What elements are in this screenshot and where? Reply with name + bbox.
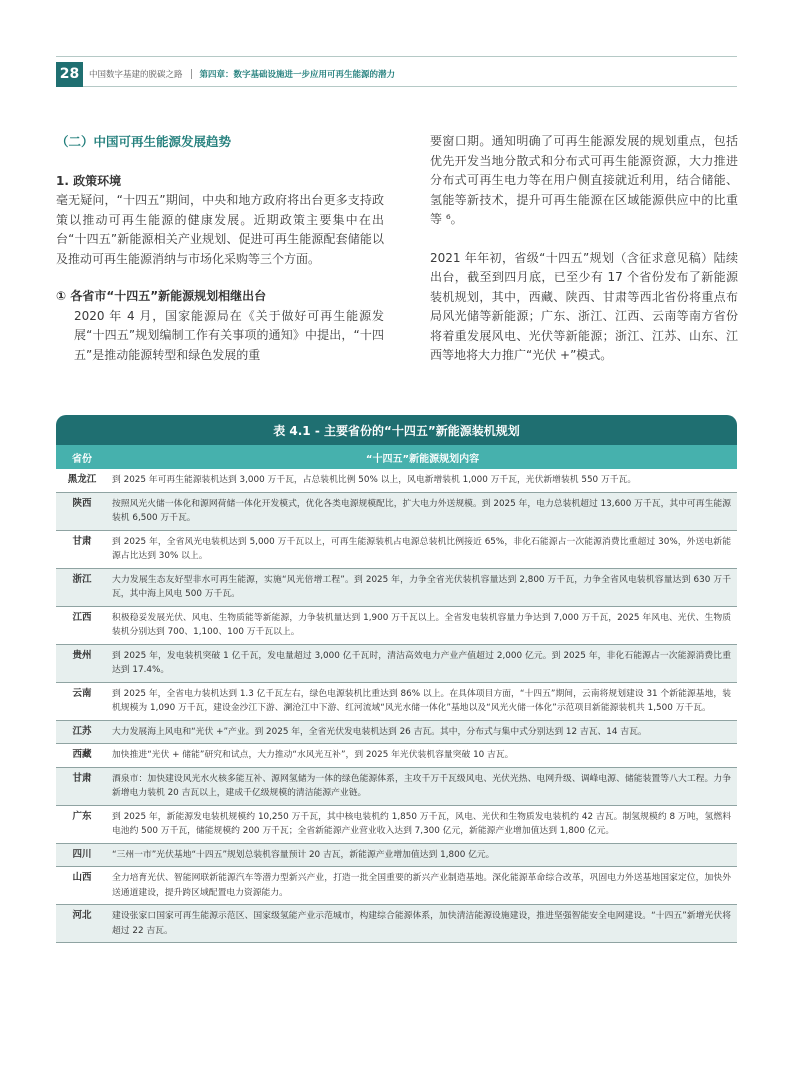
table-row — [56, 806, 737, 844]
plan-content-cell: 到 2025 年，发电装机突破 1 亿千瓦，发电量超过 3,000 亿千瓦时，清洁高效电力产业产值超过 2,000 亿元。到 2025 年，非化石能源占一次能源消费比重达到 17.4%。 — [112, 650, 731, 675]
table-row — [56, 683, 737, 721]
plan-content-cell: 到 2025 年，全省电力装机达到 1.3 亿千瓦左右，绿色电源装机比重达到 86% 以上。在具体项目方面，“十四五”期间，云南将规划建设 31 个新能源基地，装机规模为 1,090 万千瓦，建设金沙江下游、澜沧江中下游、红河流域“风光水储一体化”基地以及“风光火储一体化”示范项目新能源装机共 1,500 万千瓦。 — [112, 688, 731, 713]
province-cell: 江苏 — [72, 725, 92, 737]
top-rule — [56, 56, 737, 57]
province-cell: 云南 — [72, 687, 92, 699]
province-cell: 广东 — [72, 810, 92, 822]
province-cell: 黑龙江 — [67, 474, 97, 485]
province-cell: 江西 — [72, 611, 92, 623]
table-row — [56, 768, 737, 806]
left-column — [56, 132, 384, 365]
plan-content-cell: 加快推进“光伏 + 储能”研究和试点，大力推动“水风光互补”，到 2025 年光伏装机容量突破 10 吉瓦。 — [112, 750, 514, 760]
chapter-title: 第四章：数字基础设施进一步应用可再生能源的潜力 — [199, 70, 396, 80]
planning-table — [56, 415, 737, 943]
header-divider — [191, 69, 192, 79]
plan-content-cell: 全力培育光伏、智能网联新能源汽车等潜力型新兴产业，打造一批全国重要的新兴产业制造基地。深化能源革命综合改革，巩固电力外送基地国家定位，加快外送通道建设，提升跨区域配置电力资源能力。 — [112, 873, 731, 898]
table-row — [56, 493, 737, 531]
plan-content-cell: 建设张家口国家可再生能源示范区、国家级氢能产业示范城市，构建综合能源体系，加快清洁能源设施建设，推进坚强智能安全电网建设。“十四五”新增光伏将超过 22 吉瓦。 — [112, 911, 731, 936]
item-title: ① 各省市“十四五”新能源规划相继出台 — [56, 289, 267, 303]
book-title: 中国数字基建的脱碳之路 — [89, 70, 183, 80]
page-header — [56, 62, 737, 87]
sub-title: 1. 政策环境 — [56, 173, 122, 188]
table-row — [56, 905, 737, 943]
right-paragraph-1: 要窗口期。通知明确了可再生能源发展的规划重点，包括优先开发当地分散式和分布式可再生能源资源，大力推进分布式可再生电力等在用户侧直接就近利用，结合储能、氢能等新技术，提升可再生能源在区域能源供应中的比重等 ⁶。 — [430, 134, 738, 226]
table-row — [56, 469, 737, 493]
province-cell: 贵州 — [72, 649, 92, 661]
plan-content-cell: 到 2025 年可再生能源装机达到 3,000 万千瓦，占总装机比例 50% 以上，风电新增装机 1,000 万千瓦，光伏新增装机 550 万千瓦。 — [112, 475, 637, 485]
policy-paragraph: 毫无疑问，“十四五”期间，中央和地方政府将出台更多支持政策以推动可再生能源的健康发展。近期政策主要集中在出台“十四五”新能源相关产业规划、促进可再生能源配套储能以及推动可再生能源消纳与市场化采购等三个方面。 — [56, 193, 384, 266]
province-cell: 甘肃 — [72, 535, 92, 547]
table-row — [56, 645, 737, 683]
table-title: 表 4.1 - 主要省份的“十四五”新能源装机规划 — [56, 415, 737, 445]
plan-content-cell: 按照风光火储一体化和源网荷储一体化开发模式，优化各类电源规模配比，扩大电力外送规模。到 2025 年，电力总装机超过 13,600 万千瓦，其中可再生能源装机 6,500 万千瓦。 — [112, 498, 731, 523]
plan-content-cell: “三州一市”光伏基地“十四五”规划总装机容量预计 20 吉瓦，新能源产业增加值达到 1,800 亿元。 — [112, 849, 495, 860]
province-cell: 四川 — [72, 848, 92, 860]
page-number: 28 — [56, 62, 83, 87]
table-row — [56, 721, 737, 745]
plan-content-cell: 大力发展海上风电和“光伏 +”产业。到 2025 年，全省光伏发电装机达到 26 吉瓦。其中，分布式与集中式分别达到 12 吉瓦、14 吉瓦。 — [112, 726, 647, 737]
province-cell: 山西 — [72, 872, 92, 883]
plan-content-cell: 到 2025 年，全省风光电装机达到 5,000 万千瓦以上，可再生能源装机占电源总装机比例接近 65%，非化石能源占一次能源消费比重超过 30%，外送电新能源占比达到 30% 以上。 — [112, 536, 731, 561]
plan-content-cell: 到 2025 年，新能源发电装机规模约 10,250 万千瓦，其中核电装机约 1,850 万千瓦，风电、光伏和生物质发电装机约 42 吉瓦。制氢规模约 8 万吨，氢燃料电池约 500 万千瓦，储能规模约 200 万千瓦；全省新能源产业营业收入达到 7,300 亿元，新能源产业增加值达到 1,800 亿元。 — [112, 811, 731, 836]
item-paragraph: 2020 年 4 月，国家能源局在《关于做好可再生能源发展“十四五”规划编制工作有关事项的通知》中提出，“十四五”是推动能源转型和绿色发展的重 — [74, 308, 384, 362]
col-header-province: 省份 — [72, 453, 92, 465]
right-column — [430, 132, 738, 366]
table-header — [56, 445, 737, 469]
plan-content-cell: 酒泉市：加快建设风光水火核多能互补、源网氢储为一体的绿色能源体系，主攻千万千瓦级风电、光伏光热、电网升级、调峰电源、储能装置等八大工程。力争新增电力装机 20 吉瓦以上，建成千亿级规模的清洁能源产业链。 — [112, 773, 731, 798]
plan-content-cell: 大力发展生态友好型非水可再生能源，实施“风光倍增工程”。到 2025 年，力争全省光伏装机容量达到 2,800 万千瓦，力争全省风电装机容量达到 630 万千瓦，其中海上风电 500 万千瓦。 — [112, 574, 731, 599]
section-title: （二）中国可再生能源发展趋势 — [56, 134, 232, 149]
col-header-content: “十四五”新能源规划内容 — [365, 453, 480, 465]
province-cell: 浙江 — [72, 573, 92, 585]
province-cell: 甘肃 — [72, 772, 92, 784]
table-row — [56, 844, 737, 868]
table-row — [56, 569, 737, 607]
right-paragraph-2: 2021 年年初，省级“十四五”规划（含征求意见稿）陆续出台，截至到四月底，已至少有 17 个省份发布了新能源装机规划，其中，西藏、陕西、甘肃等西北省份将重点布局风光储等新能源；广东、浙江、江西、云南等南方省份将着重发展风电、光伏等新能源；浙江、江苏、山东、江西等地将大力推广“光伏 +”模式。 — [430, 250, 738, 362]
province-cell: 陕西 — [72, 497, 92, 509]
table-row — [56, 867, 737, 905]
table-row — [56, 607, 737, 645]
table-row — [56, 531, 737, 569]
table-row — [56, 744, 737, 768]
province-cell: 河北 — [72, 910, 92, 921]
plan-content-cell: 积极稳妥发展光伏、风电、生物质能等新能源，力争装机量达到 1,900 万千瓦以上。全省发电装机容量力争达到 7,000 万千瓦，2025 年风电、光伏、生物质装机分别达到 700、1,100、100 万千瓦以上。 — [112, 612, 731, 637]
province-cell: 西藏 — [72, 749, 92, 760]
table-body — [56, 469, 737, 943]
